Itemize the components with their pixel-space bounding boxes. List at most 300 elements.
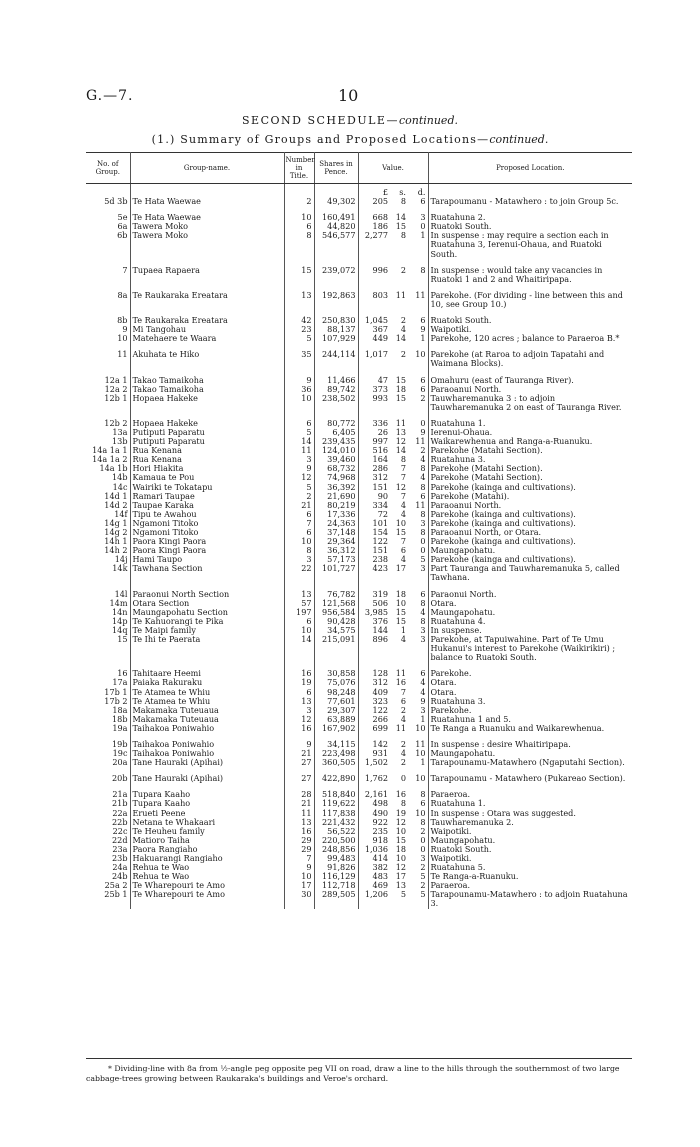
number-in-title: 6 (284, 688, 314, 697)
shares-in-pence: 244,114 (314, 343, 358, 368)
table-row (86, 890, 632, 908)
number-in-title: 27 (284, 767, 314, 783)
number-in-title: 12 (284, 715, 314, 724)
schedule-title-suffix: continued. (398, 114, 458, 127)
value-pence: 10 (408, 343, 428, 368)
group-name: Hopaea Hakeke (130, 394, 284, 412)
group-number: 25b 1 (86, 890, 130, 908)
shares-in-pence: 74,968 (314, 473, 358, 482)
value-pence: 11 (408, 284, 428, 309)
table-row (86, 854, 632, 863)
shares-in-pence: 160,491 (314, 206, 358, 222)
group-number: 8a (86, 284, 130, 309)
group-name: Te Hata Waewae (130, 206, 284, 222)
group-name: Rua Kenana (130, 455, 284, 464)
value-pence: 1 (408, 758, 428, 767)
shares-in-pence: 956,584 (314, 608, 358, 617)
proposed-location: In suspense : may require a section each in Ruatahuna 3, Ierenui-Ohaua, and Ruatoki South. (430, 231, 609, 259)
table-row (86, 334, 632, 343)
header-number-in-title: Number in Title. (284, 153, 314, 184)
shares-in-pence: 36,312 (314, 546, 358, 555)
group-name: Te Wharepouri te Amo (130, 890, 284, 908)
number-in-title: 13 (284, 583, 314, 599)
value-pounds: 1,036 (364, 844, 388, 854)
group-number: 14a 1a 2 (86, 455, 130, 464)
group-number: 14d 2 (86, 501, 130, 510)
value-shillings: 18 (395, 384, 406, 394)
number-in-title: 16 (284, 724, 314, 733)
value-shillings: 7 (400, 491, 406, 501)
shares-in-pence: 68,732 (314, 464, 358, 473)
group-name: Te Heuheu family (130, 827, 284, 836)
value-pence: 4 (408, 473, 428, 482)
group-number: 10 (86, 334, 130, 343)
value-shillings: 10 (395, 598, 406, 608)
value-shillings: 15 (395, 393, 406, 403)
table-row (86, 845, 632, 854)
value-shillings: 14 (395, 446, 406, 456)
group-name: Tahitaare Heemi (130, 662, 284, 678)
proposed-location: Ruatoki South. (430, 222, 492, 232)
value-shillings: 7 (400, 464, 406, 474)
value-pence: 2 (408, 881, 428, 890)
group-number: 12b 2 (86, 412, 130, 428)
groups-table (86, 152, 632, 909)
value-shillings: 11 (395, 417, 406, 428)
table-row (86, 492, 632, 501)
proposed-location: Parekohe. (430, 705, 472, 715)
value-shillings: 7 (400, 687, 406, 697)
value-pence: 0 (408, 537, 428, 546)
table-row (86, 309, 632, 325)
proposed-location: Paraeroa. (430, 789, 471, 800)
number-in-title: 3 (284, 455, 314, 464)
number-in-title: 5 (284, 428, 314, 437)
shares-in-pence: 30,858 (314, 662, 358, 678)
summary-title (0, 133, 700, 146)
proposed-location: Parekohe (Matahi Section). (430, 446, 543, 456)
shares-in-pence: 77,601 (314, 697, 358, 706)
value-shillings: 10 (395, 826, 406, 836)
table-row (86, 519, 632, 528)
value-pence: 11 (408, 733, 428, 749)
group-number: 20a (86, 758, 130, 767)
number-in-title: 22 (284, 564, 314, 582)
number-in-title: 16 (284, 827, 314, 836)
value-pence: 6 (408, 385, 428, 394)
group-name: Matioro Taiha (130, 836, 284, 845)
number-in-title: 21 (284, 749, 314, 758)
proposed-location: Maungapohatu. (430, 835, 496, 845)
value-pounds: 483 (372, 872, 388, 882)
value-pence: 3 (408, 564, 428, 582)
header-value: Value. (358, 153, 428, 184)
value-pence: 10 (408, 809, 428, 818)
proposed-location: Tarapounamu-Matawhero (Ngaputahi Section). (430, 758, 625, 768)
number-in-title: 13 (284, 818, 314, 827)
group-number: 18a (86, 706, 130, 715)
number-in-title: 9 (284, 369, 314, 385)
shares-in-pence: 220,500 (314, 836, 358, 845)
value-pounds: 699 (372, 723, 388, 733)
value-pence: 4 (408, 608, 428, 617)
shares-in-pence: 360,505 (314, 758, 358, 767)
value-shillings: 7 (400, 473, 406, 483)
group-number: 22c (86, 827, 130, 836)
proposed-location: Parekohe (Matahi Section). (430, 464, 543, 474)
shares-in-pence: 239,435 (314, 437, 358, 446)
shares-in-pence: 44,820 (314, 222, 358, 231)
header-group-no: No. of Group. (86, 153, 130, 184)
value-shillings: 16 (395, 678, 406, 688)
proposed-location: Parekohe (kainga and cultivations). (430, 518, 576, 528)
group-number: 19a (86, 724, 130, 733)
value-pounds: 101 (372, 518, 388, 528)
value-shillings: 0 (400, 773, 406, 784)
shares-in-pence: 107,929 (314, 334, 358, 343)
value-pounds: 151 (372, 482, 388, 492)
table-row (86, 836, 632, 845)
value-shillings: 13 (395, 881, 406, 891)
number-in-title: 10 (284, 872, 314, 881)
shares-in-pence: 39,460 (314, 455, 358, 464)
value-pounds: 490 (372, 808, 388, 818)
number-in-title: 197 (284, 608, 314, 617)
value-pence: 9 (408, 325, 428, 334)
group-number: 23a (86, 845, 130, 854)
value-pence: 3 (408, 854, 428, 863)
shares-in-pence: 75,076 (314, 678, 358, 687)
proposed-location: Paraoanui North. (430, 384, 502, 394)
value-pence: 1 (408, 334, 428, 343)
number-in-title: 27 (284, 758, 314, 767)
table-row (86, 608, 632, 617)
proposed-location: Parekohe (kainga and cultivations). (430, 555, 576, 565)
value-pence: 11 (408, 501, 428, 510)
shares-in-pence: 546,577 (314, 231, 358, 258)
value-shillings: 8 (400, 231, 406, 241)
group-name: Erueti Peene (130, 809, 284, 818)
value-pence: 3 (408, 635, 428, 662)
value-pence: 8 (408, 528, 428, 537)
value-pence: 9 (408, 697, 428, 706)
group-number: 14g 1 (86, 519, 130, 528)
group-name: Te Atamea te Whiu (130, 697, 284, 706)
group-name: Te Ihi te Paerata (130, 635, 284, 662)
value-pounds: 336 (372, 417, 388, 428)
group-number: 25a 2 (86, 881, 130, 890)
number-in-title: 9 (284, 464, 314, 473)
shares-in-pence: 90,428 (314, 617, 358, 626)
group-number: 14m (86, 599, 130, 608)
shares-in-pence: 239,072 (314, 259, 358, 284)
group-name: Ngamoni Titoko (130, 519, 284, 528)
value-pounds: 367 (372, 325, 388, 335)
group-name: Putiputi Paparatu (130, 437, 284, 446)
table-row (86, 749, 632, 758)
value-pounds: 151 (372, 546, 388, 556)
group-name: Ngamoni Titoko (130, 528, 284, 537)
number-in-title: 8 (284, 546, 314, 555)
number-in-title: 11 (284, 446, 314, 455)
value-pounds: 323 (372, 696, 388, 706)
value-pence: 11 (408, 437, 428, 446)
group-number: 14c (86, 483, 130, 492)
shares-in-pence: 29,364 (314, 537, 358, 546)
group-number: 9 (86, 325, 130, 334)
number-in-title: 10 (284, 394, 314, 412)
proposed-location: Parekohe, 120 acres ; balance to Paraeroa B.* (430, 334, 620, 344)
group-number: 6a (86, 222, 130, 231)
group-number: 12b 1 (86, 394, 130, 412)
group-number: 12a 2 (86, 385, 130, 394)
shares-in-pence: 518,840 (314, 783, 358, 799)
proposed-location: Paraonui North. (430, 588, 497, 599)
group-name: Hori Hiakita (130, 464, 284, 473)
table-row (86, 222, 632, 231)
value-pence: 0 (408, 546, 428, 555)
table-row (86, 455, 632, 464)
group-number: 14f (86, 510, 130, 519)
value-shillings: 17 (395, 872, 406, 882)
number-in-title: 57 (284, 599, 314, 608)
shares-in-pence: 112,718 (314, 881, 358, 890)
table-row (86, 473, 632, 482)
group-name: Makamaka Tuteuaua (130, 715, 284, 724)
table-row (86, 863, 632, 872)
value-pounds: 469 (372, 881, 388, 891)
group-name: Tawhana Section (130, 564, 284, 582)
table-row (86, 706, 632, 715)
proposed-location: Ruatahuna 3. (430, 696, 486, 706)
proposed-location: Te Ranga-a-Ruanuku. (430, 872, 519, 882)
value-pence: 2 (408, 446, 428, 455)
value-shillings: 15 (395, 835, 406, 845)
value-shillings: 4 (400, 749, 406, 759)
group-name: Netana te Whakaari (130, 818, 284, 827)
number-in-title: 29 (284, 836, 314, 845)
value-shillings: 2 (400, 738, 406, 749)
proposed-location: Tauwharemanuka 2. (430, 817, 514, 827)
group-name: Mi Tangohau (130, 325, 284, 334)
value-pence: 4 (408, 688, 428, 697)
number-in-title: 3 (284, 555, 314, 564)
group-name: Kamaua te Pou (130, 473, 284, 482)
number-in-title: 7 (284, 854, 314, 863)
summary-title-text: (1.) Summary of Groups and Proposed Locations— (151, 133, 490, 146)
number-in-title: 2 (284, 492, 314, 501)
group-number: 14l (86, 583, 130, 599)
proposed-location: Ruatoki South. (430, 315, 492, 326)
proposed-location: Otara. (430, 678, 457, 688)
header-shares: Shares in Pence. (314, 153, 358, 184)
group-number: 14p (86, 617, 130, 626)
shares-in-pence: 116,129 (314, 872, 358, 881)
table-row (86, 369, 632, 385)
shares-in-pence: 101,727 (314, 564, 358, 582)
shares-in-pence: 223,498 (314, 749, 358, 758)
value-pence: 5 (408, 555, 428, 564)
group-name: Te Atamea te Whiu (130, 688, 284, 697)
group-name: Rehua te Wao (130, 863, 284, 872)
group-number: 14k (86, 564, 130, 582)
proposed-location: Waipotiki. (430, 854, 472, 863)
table-row (86, 758, 632, 767)
value-shillings: 2 (400, 705, 406, 715)
group-number: 23b (86, 854, 130, 863)
table-row (86, 197, 632, 206)
shares-in-pence: 289,505 (314, 890, 358, 908)
group-name: Hami Taupo (130, 555, 284, 564)
number-in-title: 28 (284, 783, 314, 799)
group-name: Te Maipi family (130, 626, 284, 635)
value-pounds: 122 (372, 705, 388, 715)
number-in-title: 6 (284, 528, 314, 537)
proposed-location: Maungapohatu. (430, 546, 496, 556)
number-in-title: 21 (284, 799, 314, 808)
proposed-location: Ruatoki South. (430, 844, 492, 854)
shares-in-pence: 91,826 (314, 863, 358, 872)
number-in-title: 13 (284, 697, 314, 706)
number-in-title: 14 (284, 437, 314, 446)
value-pounds: 122 (372, 537, 388, 547)
proposed-location: In suspense : desire Whaitiripapa. (430, 738, 571, 749)
group-name: Paora Kingi Paora (130, 546, 284, 555)
number-in-title: 7 (284, 519, 314, 528)
proposed-location: Otara. (430, 598, 457, 608)
shares-in-pence: 34,575 (314, 626, 358, 635)
group-number: 8b (86, 309, 130, 325)
value-pence: 8 (408, 599, 428, 608)
value-pounds: 918 (372, 835, 388, 845)
value-pounds: 1,017 (364, 349, 388, 360)
number-in-title: 29 (284, 845, 314, 854)
value-pence: 9 (408, 428, 428, 437)
table-row (86, 724, 632, 733)
proposed-location: Part Tauranga and Tauwharemanuka 5, called Tawhana. (430, 564, 620, 583)
proposed-location: Tauwharemanuka 3 : to adjoin Tauwharemanuka 2 on east of Tauranga River. (430, 393, 622, 412)
header-group-name: Group-name. (130, 153, 284, 184)
shares-in-pence: 21,690 (314, 492, 358, 501)
value-pounds: 334 (372, 500, 388, 510)
value-shillings: 15 (395, 616, 406, 626)
value-shillings: 4 (400, 509, 406, 519)
table-row (86, 537, 632, 546)
number-in-title: 8 (284, 231, 314, 258)
table-row (86, 872, 632, 881)
value-pounds: 128 (372, 668, 388, 679)
proposed-location: Waipotiki. (430, 325, 472, 335)
group-name: Taupae Karaka (130, 501, 284, 510)
proposed-location: Paraeroa. (430, 881, 471, 891)
group-number: 14h 2 (86, 546, 130, 555)
value-pence: 2 (408, 827, 428, 836)
proposed-location: In suspense. (430, 625, 482, 635)
number-in-title: 30 (284, 890, 314, 908)
shares-in-pence: 422,890 (314, 767, 358, 783)
value-shillings: 12 (395, 482, 406, 492)
table-row (86, 818, 632, 827)
value-shillings: 10 (395, 854, 406, 863)
value-pence: 2 (408, 863, 428, 872)
proposed-location: Omahuru (east of Tauranga River). (430, 374, 574, 385)
group-name: Hakuarangi Rangiaho (130, 854, 284, 863)
group-name: Makamaka Tuteuaua (130, 706, 284, 715)
unit-pence: d. (408, 184, 428, 198)
number-in-title: 6 (284, 510, 314, 519)
page-reference: G.—7. (86, 88, 134, 104)
value-shillings: 4 (400, 714, 406, 724)
value-pounds: 409 (372, 687, 388, 697)
group-name: Ramari Taupae (130, 492, 284, 501)
group-name: Tupara Kaaho (130, 783, 284, 799)
proposed-location: Parekohe (at Raroa to adjoin Tapatahi and Waimana Blocks). (430, 349, 605, 369)
shares-in-pence: 24,363 (314, 519, 358, 528)
group-number: 5e (86, 206, 130, 222)
proposed-location: Tarapounamu - Matawhero (Pukareao Section). (430, 773, 626, 784)
shares-in-pence: 121,568 (314, 599, 358, 608)
footnote: * Dividing-line with 8a from ½-angle peg opposite peg VII on road, draw a line to the hills through the southernmost of two large cabbage-trees growing between Raukaraka's buildings and Veroe's orchard. (86, 1058, 632, 1084)
proposed-location: Ruatahuna 2. (430, 212, 486, 223)
value-pounds: 668 (372, 212, 388, 223)
value-pence: 8 (408, 483, 428, 492)
value-pounds: 1,502 (364, 758, 388, 768)
number-in-title: 2 (284, 197, 314, 206)
value-pounds: 803 (372, 289, 388, 300)
value-pence: 0 (408, 836, 428, 845)
value-pounds: 286 (372, 464, 388, 474)
proposed-location: Tarapounamu-Matawhero : to adjoin Ruatahuna 3. (430, 890, 628, 909)
proposed-location: Tarapoumanu - Matawhero : to join Group 5c. (430, 197, 619, 207)
shares-in-pence: 6,405 (314, 428, 358, 437)
group-name: Tane Hauraki (Apihai) (130, 758, 284, 767)
proposed-location: Waipotiki. (430, 826, 472, 836)
table-row (86, 231, 632, 258)
group-name: Taihakoa Poniwahio (130, 724, 284, 733)
table-row (86, 546, 632, 555)
shares-in-pence: 80,772 (314, 412, 358, 428)
group-number: 19c (86, 749, 130, 758)
proposed-location: Parekohe (Matahi Section). (430, 473, 543, 483)
page-number: 10 (338, 86, 359, 105)
table-row (86, 626, 632, 635)
value-pence: 6 (408, 309, 428, 325)
value-shillings: 15 (395, 607, 406, 617)
value-pounds: 238 (372, 555, 388, 565)
table-row (86, 733, 632, 749)
unit-shillings: s. (399, 187, 406, 197)
shares-in-pence: 117,838 (314, 809, 358, 818)
table-row (86, 385, 632, 394)
group-name: Hopaea Hakeke (130, 412, 284, 428)
group-number: 17a (86, 678, 130, 687)
value-pounds: 449 (372, 334, 388, 344)
group-name: Paiaka Rakuraku (130, 678, 284, 687)
number-in-title: 35 (284, 343, 314, 368)
group-name: Tipu te Awahou (130, 510, 284, 519)
value-pounds: 498 (372, 799, 388, 809)
shares-in-pence: 167,902 (314, 724, 358, 733)
group-name: Takao Tamaikoha (130, 369, 284, 385)
table-row (86, 510, 632, 519)
group-name: Rehua te Wao (130, 872, 284, 881)
value-pence: 0 (408, 222, 428, 231)
table-row (86, 617, 632, 626)
group-number: 14a 1a 1 (86, 446, 130, 455)
value-pence: 6 (408, 197, 428, 206)
proposed-location: Parekohe (kainga and cultivations). (430, 537, 576, 547)
proposed-location: Paraoanui North, or Otara. (430, 528, 542, 537)
